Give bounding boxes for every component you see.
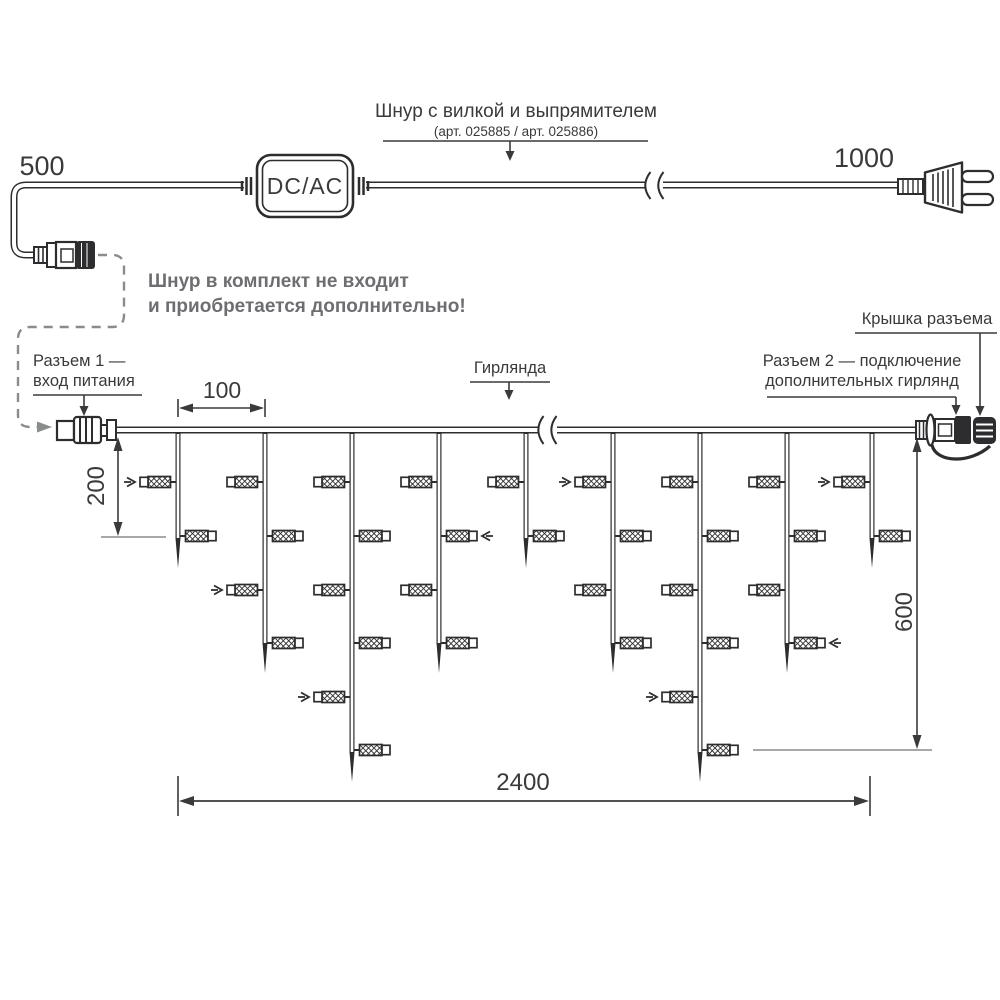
power-cord-right bbox=[366, 172, 899, 199]
led-bulb bbox=[575, 585, 611, 596]
icicle-drop bbox=[488, 430, 564, 568]
pointer-connector1 bbox=[33, 395, 142, 416]
drop-tip bbox=[176, 538, 181, 568]
led-bulb bbox=[267, 531, 303, 542]
icicle-drop bbox=[559, 430, 651, 673]
drop-tip bbox=[524, 538, 529, 568]
note-line1: Шнур в комплект не входит bbox=[148, 271, 409, 292]
bulb-direction-arrow-icon bbox=[559, 478, 570, 487]
led-bulb bbox=[227, 477, 263, 488]
bulb-direction-arrow-icon bbox=[482, 532, 493, 541]
bulb-direction-arrow-icon bbox=[646, 693, 657, 702]
connector1-label-line1: Разъем 1 — bbox=[33, 352, 126, 370]
drop-tip bbox=[785, 643, 790, 673]
dim-600: 600 bbox=[891, 591, 918, 633]
led-bulb bbox=[354, 638, 390, 649]
led-bulb bbox=[401, 585, 437, 596]
icicle-drop bbox=[646, 430, 738, 782]
led-bulb bbox=[874, 531, 910, 542]
led-bulb bbox=[615, 531, 651, 542]
led-bulb bbox=[646, 692, 698, 703]
led-bulb bbox=[314, 477, 350, 488]
led-bulb bbox=[615, 638, 651, 649]
icicle-drop bbox=[749, 430, 841, 673]
connector2-label-line2: дополнительных гирлянд bbox=[765, 372, 959, 390]
wire-break-icon bbox=[538, 416, 556, 444]
drop-tip bbox=[698, 752, 703, 782]
led-bulb bbox=[298, 692, 350, 703]
led-bulb bbox=[559, 477, 611, 488]
led-bulb bbox=[789, 638, 841, 649]
dashed-route bbox=[18, 255, 124, 433]
drop-tip bbox=[611, 643, 616, 673]
wall-plug bbox=[898, 163, 993, 213]
led-bulb bbox=[789, 531, 825, 542]
garland-main-wire bbox=[114, 416, 917, 444]
icicle-drop bbox=[298, 430, 390, 782]
bulb-direction-arrow-icon bbox=[298, 693, 309, 702]
drop-tip bbox=[350, 752, 355, 782]
power-input-plug bbox=[34, 241, 95, 269]
led-bulb bbox=[662, 477, 698, 488]
drop-tip bbox=[263, 643, 268, 673]
cord-label: Шнур с вилкой и выпрямителем bbox=[375, 101, 657, 122]
bulb-direction-arrow-icon bbox=[818, 478, 829, 487]
icicle-drop bbox=[211, 430, 303, 673]
bulb-direction-arrow-icon bbox=[211, 586, 222, 595]
led-bulb bbox=[702, 638, 738, 649]
garland-label: Гирлянда bbox=[473, 359, 547, 377]
led-bulb bbox=[124, 477, 176, 488]
icicle-drop bbox=[124, 430, 216, 568]
icicle-drop bbox=[401, 430, 493, 673]
cord-sublabel: (арт. 025885 / арт. 025886) bbox=[433, 124, 599, 139]
cord-break-icon bbox=[645, 172, 663, 199]
led-bulb bbox=[401, 477, 437, 488]
dim-100: 100 bbox=[202, 377, 242, 403]
led-bulb bbox=[662, 585, 698, 596]
led-bulb bbox=[749, 585, 785, 596]
led-bulb bbox=[818, 477, 870, 488]
pointer-cord-label bbox=[383, 141, 648, 161]
cap-label: Крышка разъема bbox=[861, 310, 993, 328]
bulb-direction-arrow-icon bbox=[830, 639, 841, 648]
dim-2400: 2400 bbox=[496, 769, 550, 796]
led-bulb bbox=[441, 638, 477, 649]
connector-cap bbox=[973, 417, 996, 444]
drop-tip bbox=[870, 538, 875, 568]
icicle-curtain bbox=[124, 430, 910, 782]
bulb-direction-arrow-icon bbox=[124, 478, 135, 487]
note-line2: и приобретается дополнительно! bbox=[148, 296, 466, 317]
dim-1000: 1000 bbox=[833, 143, 895, 173]
led-bulb bbox=[488, 477, 524, 488]
pointer-connector2 bbox=[767, 397, 961, 415]
connector2-label-line1: Разъем 2 — подключение bbox=[762, 352, 962, 370]
dashed-route-arrow-icon bbox=[37, 422, 52, 433]
led-bulb bbox=[354, 745, 390, 756]
led-bulb bbox=[267, 638, 303, 649]
connector-1 bbox=[57, 417, 116, 443]
dim-500: 500 bbox=[19, 151, 65, 181]
led-bulb bbox=[749, 477, 785, 488]
led-bulb bbox=[180, 531, 216, 542]
icicle-drop bbox=[818, 430, 910, 568]
led-bulb bbox=[441, 531, 493, 542]
led-bulb bbox=[354, 531, 390, 542]
led-bulb bbox=[211, 585, 263, 596]
dcac-label: DC/AC bbox=[266, 173, 344, 199]
led-bulb bbox=[314, 585, 350, 596]
drop-tip bbox=[437, 643, 442, 673]
led-bulb bbox=[528, 531, 564, 542]
led-bulb bbox=[702, 745, 738, 756]
led-bulb bbox=[702, 531, 738, 542]
pointer-garland bbox=[470, 382, 550, 400]
dim-200: 200 bbox=[83, 465, 110, 507]
connector1-label-line2: вход питания bbox=[33, 372, 135, 390]
